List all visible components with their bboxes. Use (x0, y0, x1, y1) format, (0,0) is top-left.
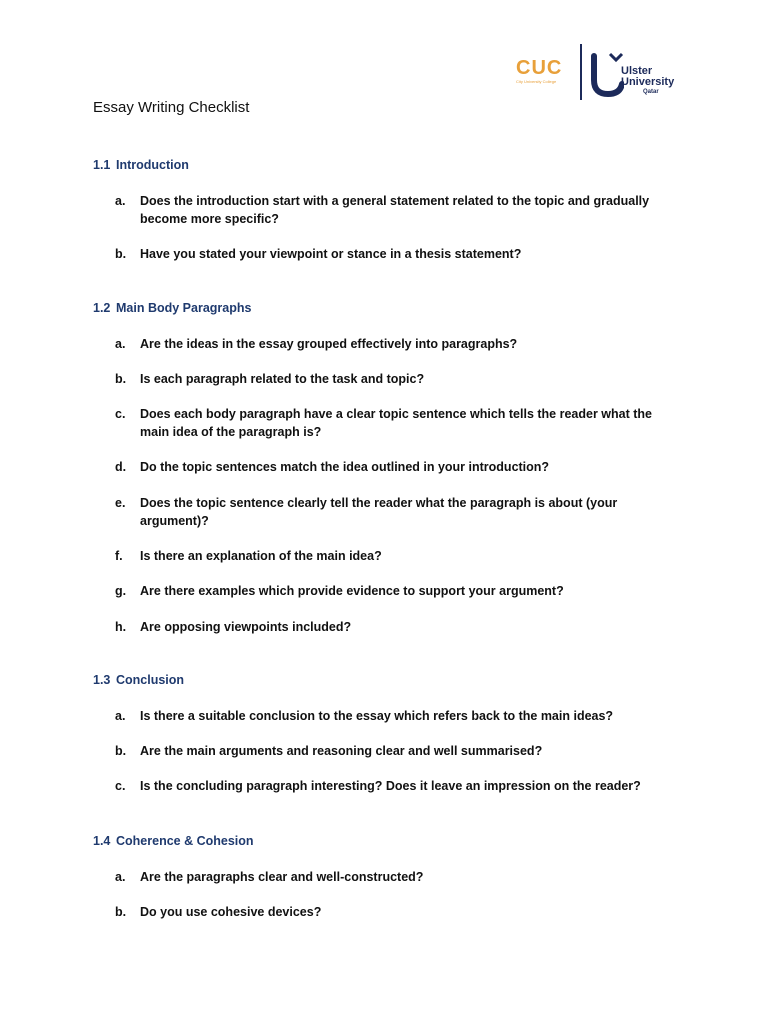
checklist-item (115, 494, 675, 530)
section-title: Main Body Paragraphs (116, 301, 252, 315)
section-title: Conclusion (116, 673, 185, 687)
section-title: Introduction (116, 158, 189, 172)
section-number: 1.1 (93, 158, 111, 172)
item-letter: g. (115, 584, 127, 598)
cuc-logo-subtitle: City University College (516, 79, 557, 84)
uu-line2: University (621, 76, 675, 88)
ulster-university-emblem-icon (588, 48, 624, 98)
item-text: Does the topic sentence clearly tell the reader what the paragraph is about (your argument)? (140, 496, 618, 528)
uu-line1: Ulster (621, 65, 653, 77)
item-text: Does each body paragraph have a clear topic sentence which tells the reader what the main idea of the paragraph is? (140, 407, 652, 439)
section-heading-main-body (93, 301, 251, 315)
logo-divider (580, 44, 582, 100)
checklist-item (115, 777, 675, 795)
item-letter: b. (115, 372, 127, 386)
checklist-item (115, 245, 675, 263)
checklist-item (115, 458, 675, 476)
item-letter: f. (115, 549, 123, 563)
checklist-item (115, 547, 675, 565)
item-letter: b. (115, 744, 127, 758)
item-letter: a. (115, 709, 126, 723)
item-letter: c. (115, 407, 126, 421)
item-letter: a. (115, 870, 126, 884)
section-number: 1.4 (93, 834, 111, 848)
header-logos (516, 42, 686, 102)
item-text: Have you stated your viewpoint or stance in a thesis statement? (140, 247, 522, 261)
checklist-item (115, 405, 675, 441)
item-text: Is there a suitable conclusion to the essay which refers back to the main ideas? (140, 709, 614, 723)
item-text: Is the concluding paragraph interesting? Does it leave an impression on the reader? (140, 779, 641, 793)
cuc-logo-mark: CUC (516, 57, 563, 79)
ulster-university-logo-text (621, 66, 674, 96)
section-number: 1.3 (93, 673, 111, 687)
item-letter: a. (115, 194, 126, 208)
item-letter: h. (115, 620, 127, 634)
item-letter: e. (115, 496, 126, 510)
item-text: Does the introduction start with a general statement related to the topic and gradually become more specific? (140, 194, 650, 226)
checklist-item (115, 192, 675, 228)
checklist-item (115, 618, 675, 636)
section-title: Coherence & Cohesion (116, 834, 254, 848)
item-letter: d. (115, 460, 127, 474)
item-letter: a. (115, 337, 126, 351)
item-letter: b. (115, 905, 127, 919)
item-text: Is there an explanation of the main idea? (140, 549, 382, 563)
checklist-item (115, 742, 675, 760)
section-heading-coherence (93, 834, 254, 848)
item-letter: b. (115, 247, 127, 261)
cuc-logo (516, 58, 576, 84)
checklist-item (115, 868, 675, 886)
checklist-item (115, 335, 675, 353)
checklist-item (115, 903, 675, 921)
checklist-item (115, 582, 675, 600)
item-text: Do you use cohesive devices? (140, 905, 322, 919)
item-text: Are there examples which provide evidence to support your argument? (140, 584, 564, 598)
item-text: Are opposing viewpoints included? (140, 620, 352, 634)
section-heading-conclusion (93, 673, 184, 687)
item-text: Are the paragraphs clear and well-constructed? (140, 870, 424, 884)
section-heading-introduction (93, 158, 189, 172)
section-number: 1.2 (93, 301, 111, 315)
item-text: Is each paragraph related to the task and topic? (140, 372, 425, 386)
item-text: Are the ideas in the essay grouped effectively into paragraphs? (140, 337, 518, 351)
item-text: Are the main arguments and reasoning clear and well summarised? (140, 744, 543, 758)
checklist-item (115, 707, 675, 725)
item-letter: c. (115, 779, 126, 793)
checklist-item (115, 370, 675, 388)
document-title: Essay Writing Checklist (93, 99, 250, 116)
uu-line3: Qatar (643, 89, 659, 95)
item-text: Do the topic sentences match the idea outlined in your introduction? (140, 460, 550, 474)
